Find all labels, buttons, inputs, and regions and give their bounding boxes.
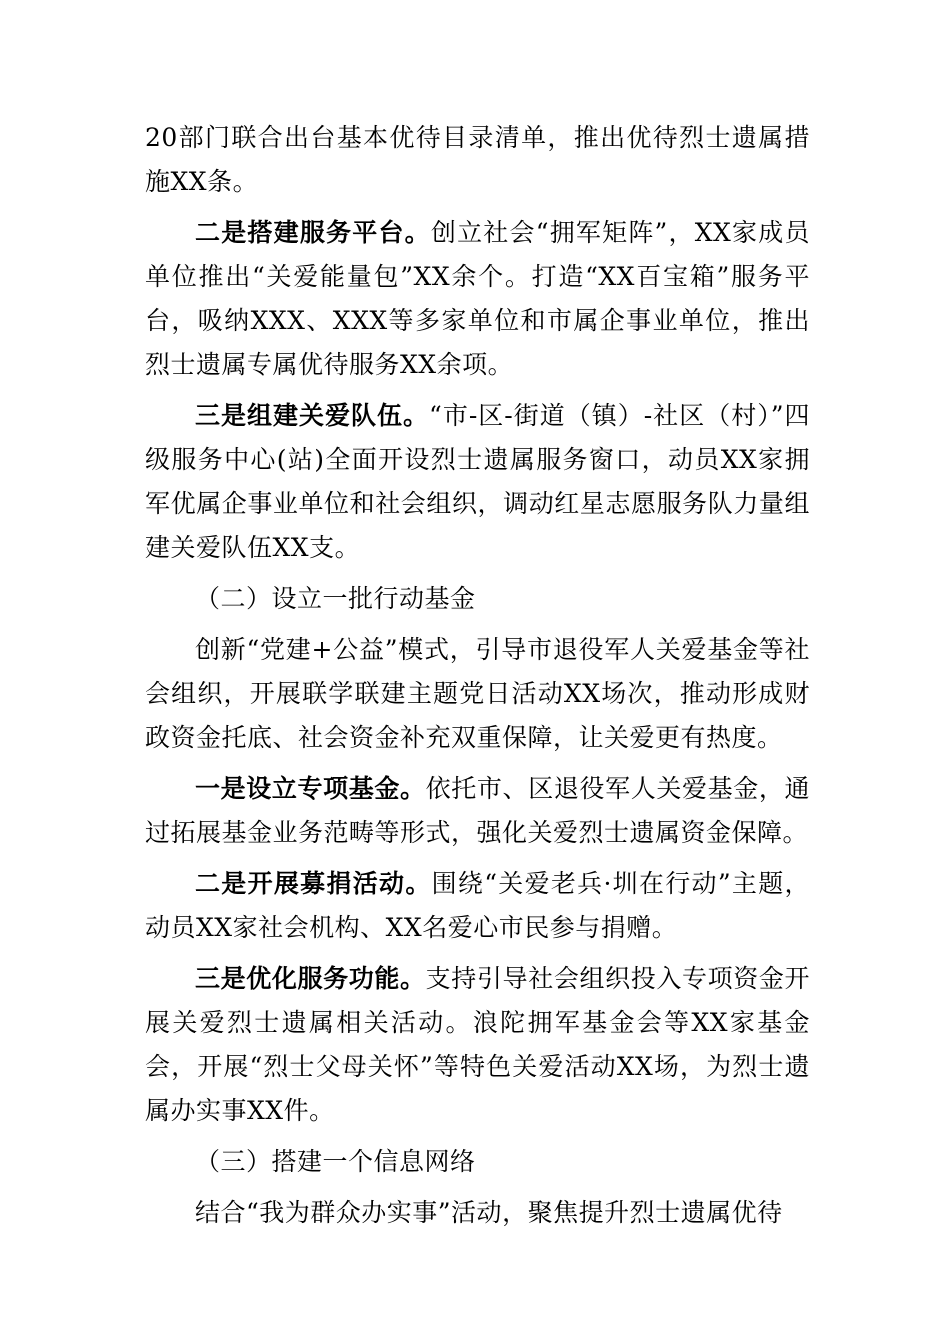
paragraph-text: 创立社会“拥军矩阵”，XX家成员单位推出“关爱能量包”XX余个。打造“XX百宝箱”服务平台，吸纳XXX、XXX等多家单位和市属企事业单位，推出烈士遗属专属优待服务XX余项。 (145, 218, 810, 379)
paragraph-care-team (145, 394, 810, 570)
paragraph-lead: 二是搭建服务平台。 (195, 218, 431, 247)
paragraph-lead: 三是组建关爱队伍。 (195, 401, 430, 430)
paragraph-donation (145, 862, 810, 950)
section-heading-text: （二）设立一批行动基金 (195, 584, 476, 613)
paragraph-text: 支持引导社会组织投入专项资金开展关爱烈士遗属相关活动。浪陀拥军基金会等XX家基金会，开展“烈士父母关怀”等特色关爱活动XX场，为烈士遗属办实事XX件。 (145, 964, 810, 1125)
paragraph-lead: 二是开展募捐活动。 (195, 869, 432, 898)
section-heading-2 (145, 577, 810, 621)
paragraph-special-fund (145, 767, 810, 855)
paragraph-text: 依托市、区退役军人关爱基金，通过拓展基金业务范畴等形式，强化关爱烈士遗属资金保障。 (145, 774, 810, 847)
paragraph-service-platform (145, 211, 810, 387)
paragraph-fund-intro (145, 628, 810, 760)
document-body (145, 116, 810, 1242)
paragraph-info-network (145, 1191, 810, 1235)
paragraph-lead: 一是设立专项基金。 (195, 774, 426, 803)
paragraph-service-function (145, 957, 810, 1133)
section-heading-text: （三）搭建一个信息网络 (195, 1147, 476, 1176)
paragraph-text: 围绕“关爱老兵·圳在行动”主题，动员XX家社会机构、XX名爱心市民参与捐赠。 (145, 869, 810, 942)
paragraph-lead: 三是优化服务功能。 (195, 964, 426, 993)
paragraph-text: 结合“我为群众办实事”活动，聚焦提升烈士遗属优待 (195, 1198, 783, 1227)
section-heading-3 (145, 1140, 810, 1184)
paragraph-continuation (145, 116, 810, 204)
paragraph-text: 20部门联合出台基本优待目录清单，推出优待烈士遗属措施XX条。 (145, 123, 810, 196)
paragraph-text: 创新“党建+公益”模式，引导市退役军人关爱基金等社会组织，开展联学联建主题党日活动XX场次，推动形成财政资金托底、社会资金补充双重保障，让关爱更有热度。 (145, 635, 810, 752)
paragraph-text: “市-区-街道（镇）-社区（村）”四级服务中心(站)全面开设烈士遗属服务窗口，动员XX家拥军优属企事业单位和社会组织，调动红星志愿服务队力量组建关爱队伍XX支。 (145, 401, 810, 562)
